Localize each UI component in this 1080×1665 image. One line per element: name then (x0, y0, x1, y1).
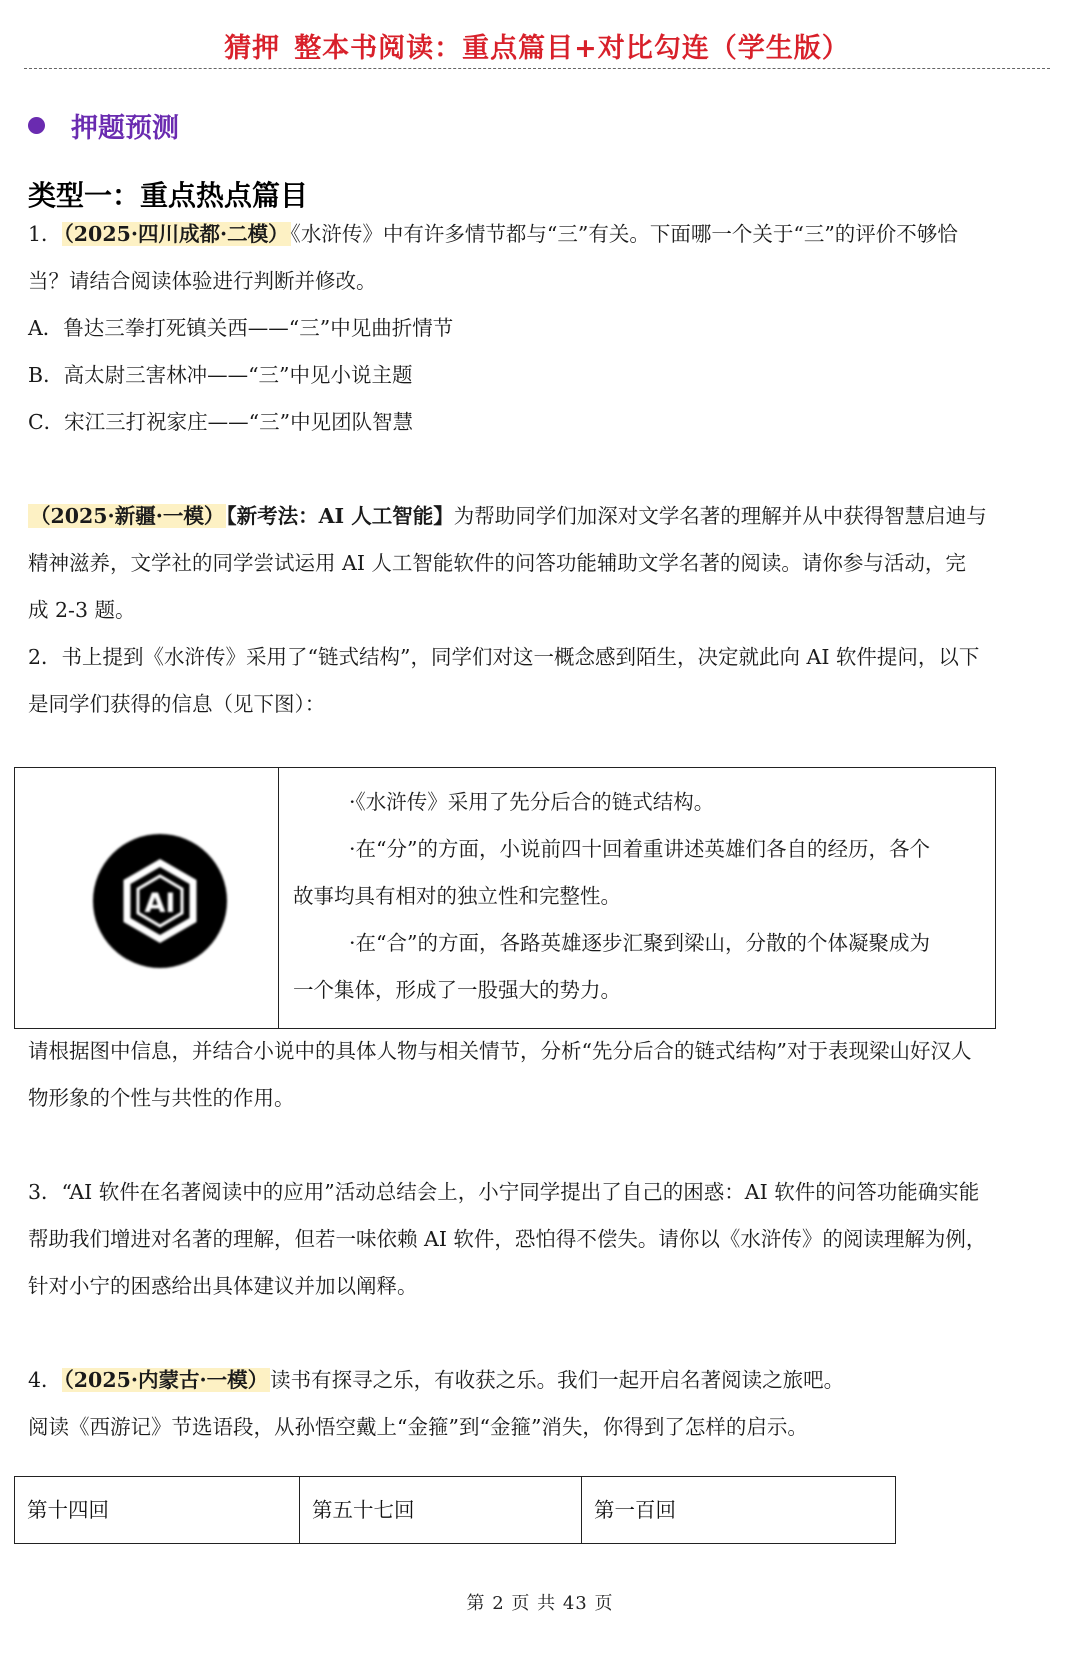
q4-line-2: 阅读《西游记》节选语段，从孙悟空戴上“金箍”到“金箍”消失，你得到了怎样的启示。 (28, 1415, 808, 1439)
info-line-1: ·《水浒传》采用了先分后合的链式结构。 (349, 790, 715, 814)
intro-tag: 【新考法：AI 人工智能】 (226, 504, 454, 528)
bullet-dot-icon (28, 117, 45, 134)
chapters-table (14, 1476, 896, 1544)
info-line-4: ·在“合”的方面，各路英雄逐步汇聚到梁山，分散的个体凝聚成为 (349, 931, 930, 955)
q4-line-1 (28, 1366, 844, 1394)
chapter-cell: 第十四回 (27, 1498, 109, 1522)
q4-number: 4． (28, 1368, 62, 1392)
q1-option-b: B．高太尉三害林冲——“三”中见小说主题 (28, 363, 413, 387)
q2-line-2: 是同学们获得的信息（见下图）： (28, 692, 326, 716)
info-line-3: 故事均具有相对的独立性和完整性。 (293, 884, 621, 908)
type-heading: 类型一：重点热点篇目 (28, 179, 309, 212)
q4-source: （2025·内蒙古·一模） (63, 1368, 269, 1392)
q3-line-1: 3．“AI 软件在名著阅读中的应用”活动总结会上，小宁同学提出了自己的困惑：AI 软件的问答功能确实能 (28, 1180, 980, 1204)
chapter-cell: 第五十七回 (299, 1477, 581, 1543)
q3-line-3: 针对小宁的困惑给出具体建议并加以阐释。 (28, 1274, 418, 1298)
header-tag: 猜押 (224, 33, 281, 64)
intro-line-1 (28, 502, 987, 530)
section-heading (28, 106, 179, 145)
intro-line-3: 成 2-3 题。 (28, 598, 136, 622)
header-title: 整本书阅读：重点篇目+对比勾连（学生版） (294, 33, 850, 64)
info-line-2: ·在“分”的方面，小说前四十回着重讲述英雄们各自的经历，各个 (349, 837, 930, 861)
chapter-cell: 第一百回 (581, 1477, 895, 1543)
q1-line-1 (28, 220, 958, 248)
ai-icon-cell (15, 768, 279, 1028)
intro-source: （2025·新疆·一模） (30, 504, 225, 528)
section-heading-text: 押题预测 (71, 113, 179, 144)
q2-line-1: 2．书上提到《水浒传》采用了“链式结构”，同学们对这一概念感到陌生，决定就此向 AI 软件提问，以下 (28, 645, 980, 669)
intro-line-2: 精神滋养，文学社的同学尝试运用 AI 人工智能软件的问答功能辅助文学名著的阅读。请你参与活动，完 (28, 551, 966, 575)
q1-option-c: C．宋江三打祝家庄——“三”中见团队智慧 (28, 410, 414, 434)
document-header (24, 26, 1050, 65)
info-line-5: 一个集体，形成了一股强大的势力。 (293, 978, 621, 1002)
ai-logo-text: AI (144, 888, 176, 919)
q1-number: 1． (28, 222, 62, 246)
ai-info-table (14, 767, 996, 1029)
page-footer: 第 2 页 共 43 页 (466, 1593, 614, 1614)
ai-logo-icon (93, 834, 227, 968)
header-divider (24, 68, 1050, 69)
intro-text: 为帮助同学们加深对文学名著的理解并从中获得智慧启迪与 (453, 504, 987, 528)
q2-after-line-1: 请根据图中信息，并结合小说中的具体人物与相关情节，分析“先分后合的链式结构”对于表现梁山好汉人 (28, 1039, 972, 1063)
q1-stem: 《水浒传》中有许多情节都与“三”有关。下面哪一个关于“三”的评价不够恰 (290, 222, 958, 246)
q4-stem: 读书有探寻之乐，有收获之乐。我们一起开启名著阅读之旅吧。 (270, 1368, 845, 1392)
q1-line-2: 当？请结合阅读体验进行判断并修改。 (28, 269, 377, 293)
q1-option-a: A．鲁达三拳打死镇关西——“三”中见曲折情节 (28, 316, 454, 340)
q3-line-2: 帮助我们增进对名著的理解，但若一味依赖 AI 软件，恐怕得不偿失。请你以《水浒传》的阅读理解为例， (28, 1227, 987, 1251)
q1-source: （2025·四川成都·二模） (63, 222, 289, 246)
q2-after-line-2: 物形象的个性与共性的作用。 (28, 1086, 295, 1110)
